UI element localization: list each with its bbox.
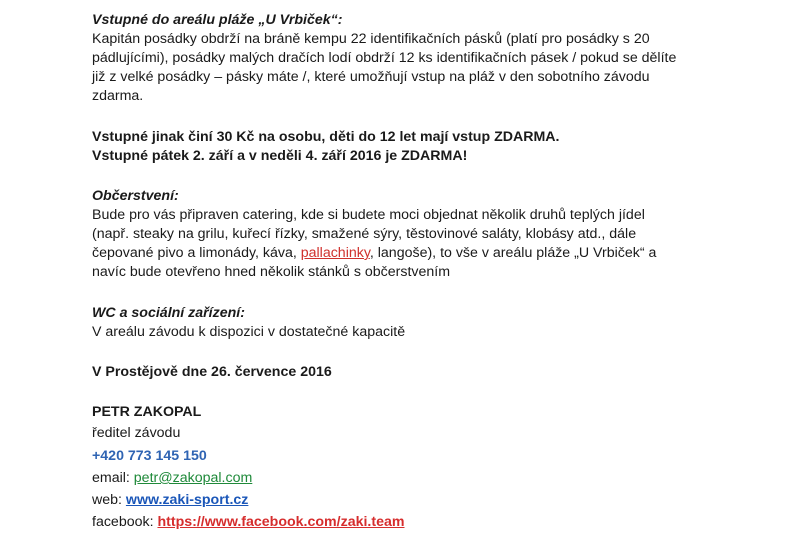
refreshments-section bbox=[92, 187, 752, 282]
refreshments-heading: Občerstvení: bbox=[92, 188, 179, 204]
wc-line-1: V areálu závodu k dispozici v dostatečné kapacitě bbox=[92, 324, 406, 340]
fees-section bbox=[92, 128, 752, 166]
refreshments-line-4: navíc bude otevřeno hned několik stánků s občerstvením bbox=[92, 264, 451, 280]
signature-email-row bbox=[92, 467, 752, 489]
refreshments-line-3-start: čepované pivo a limonády, káva, bbox=[92, 245, 301, 261]
entry-line-1: Kapitán posádky obdrží na bráně kempu 22 identifikačních pásků (platí pro posádky s 20 bbox=[92, 31, 650, 47]
email-label: email: bbox=[92, 470, 134, 486]
signature-name: PETR ZAKOPAL bbox=[92, 404, 202, 420]
refreshments-line-3 bbox=[92, 244, 752, 263]
entry-line-2: pádlujícími), posádky malých dračích lodí obdrží 12 ks identifikačních pásek / pokud se dělíte bbox=[92, 50, 677, 66]
web-link[interactable]: www.zaki-sport.cz bbox=[125, 492, 249, 508]
place-date-section bbox=[92, 363, 752, 382]
wc-section bbox=[92, 304, 752, 342]
place-date: V Prostějově dne 26. července 2016 bbox=[92, 364, 332, 380]
wc-heading: WC a sociální zařízení: bbox=[92, 305, 245, 321]
pallachinky-link[interactable]: pallachinky bbox=[300, 245, 370, 261]
signature-facebook-row bbox=[92, 511, 752, 533]
refreshments-line-2: (např. steaky na grilu, kuřecí řízky, smažené sýry, těstovinové saláty, klobásy atd., dále bbox=[92, 226, 637, 242]
email-link[interactable]: petr@zakopal.com bbox=[133, 470, 253, 486]
signature-phone[interactable]: +420 773 145 150 bbox=[92, 448, 207, 464]
signature-block bbox=[92, 402, 752, 533]
signature-role: ředitel závodu bbox=[92, 425, 181, 441]
entry-line-4: zdarma. bbox=[92, 88, 144, 104]
entry-line-3: již z velké posádky – pásky máte /, které umožňují vstup na pláž v den sobotního závodu bbox=[92, 69, 650, 85]
signature-web-row bbox=[92, 489, 752, 511]
refreshments-line-3-end: , langoše), to vše v areálu pláže „U Vrbiček“ a bbox=[369, 245, 657, 261]
entry-heading: Vstupné do areálu pláže „U Vrbiček“: bbox=[92, 12, 343, 28]
refreshments-line-1: Bude pro vás připraven catering, kde si budete moci objednat několik druhů teplých jídel bbox=[92, 207, 645, 223]
fees-line-2: Vstupné pátek 2. září a v neděli 4. září 2016 je ZDARMA! bbox=[92, 148, 468, 164]
entry-section bbox=[92, 11, 752, 106]
web-label: web: bbox=[92, 492, 126, 508]
fees-line-1: Vstupné jinak činí 30 Kč na osobu, děti do 12 let mají vstup ZDARMA. bbox=[92, 129, 560, 145]
facebook-link[interactable]: https://www.facebook.com/zaki.team bbox=[157, 514, 405, 530]
facebook-label: facebook: bbox=[92, 514, 158, 530]
